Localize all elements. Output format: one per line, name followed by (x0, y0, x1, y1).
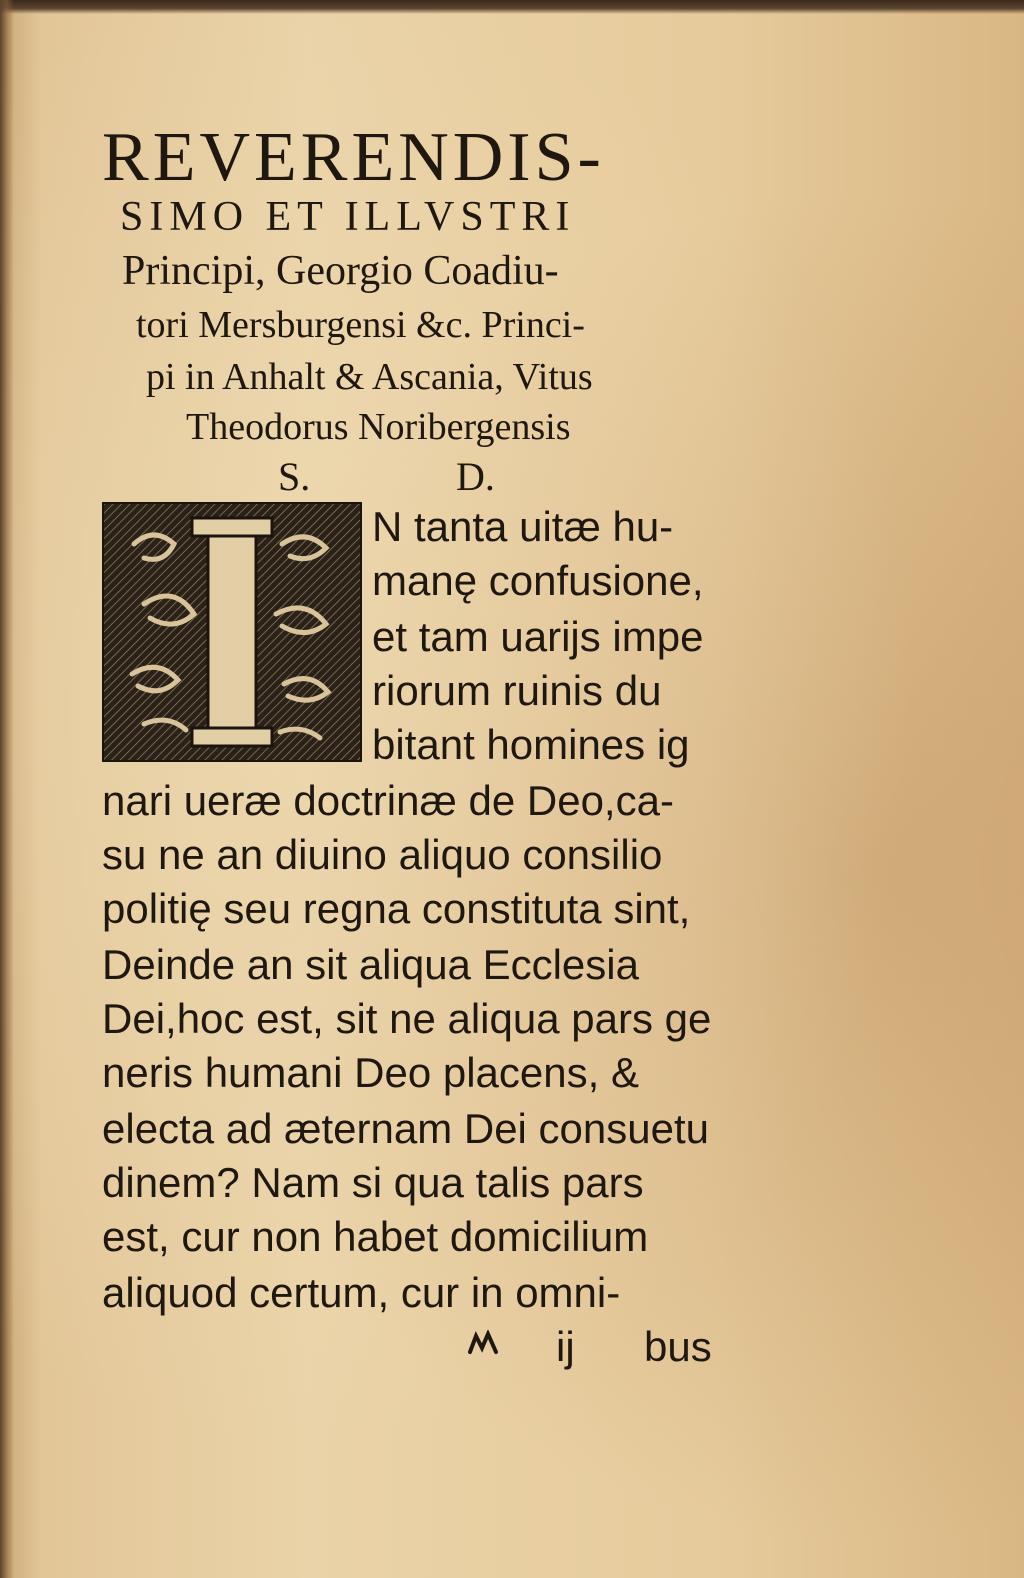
catchword: bus (644, 1323, 712, 1370)
heading-line-1: REVERENDIS- (102, 119, 605, 196)
text-line: nari ueræ doctrinæ de Deo,ca- (102, 777, 674, 824)
heading-line-4: tori Mersburgensi &c. Princi- (136, 304, 585, 346)
text-line: aliquod certum, cur in omni- (102, 1269, 621, 1316)
text-line: electa ad æternam Dei consuetu (102, 1105, 710, 1152)
salutation-d: D. (456, 454, 495, 499)
signature-mark: ij (556, 1323, 575, 1370)
heading-line-2: SIMO ET ILLVSTRI (120, 194, 576, 240)
heading-line-6: Theodorus Noribergensis (186, 406, 571, 448)
text-line: riorum ruinis du (372, 667, 662, 714)
text-line: politię seu regna constituta sint, (102, 885, 691, 932)
decorated-initial (102, 502, 362, 762)
text-line: Dei,hoc est, sit ne aliqua pars ge (102, 995, 712, 1042)
page-top-edge (0, 0, 1024, 14)
ornament-glyph-icon (466, 1330, 500, 1358)
heading-line-5: pi in Anhalt & Ascania, Vitus (146, 356, 593, 398)
heading-line-3: Principi, Georgio Coadiu- (122, 248, 559, 294)
text-line: N tanta uitæ hu- (372, 503, 674, 550)
text-line: dinem? Nam si qua talis pars (102, 1159, 644, 1206)
text-line: neris humani Deo placens, & (102, 1049, 639, 1096)
text-line: bitant homines ig (372, 721, 690, 768)
text-line: su ne an diuino aliquo consilio (102, 831, 663, 878)
text-line: manę confusione, (372, 557, 704, 604)
text-line: et tam uarijs impe (372, 613, 704, 660)
page-binding-edge (0, 0, 14, 1578)
salutation-s: S. (278, 454, 311, 499)
text-line: Deinde an sit aliqua Ecclesia (102, 941, 639, 988)
text-line: est, cur non habet domicilium (102, 1213, 649, 1260)
decorated-initial-woodcut (104, 504, 360, 760)
